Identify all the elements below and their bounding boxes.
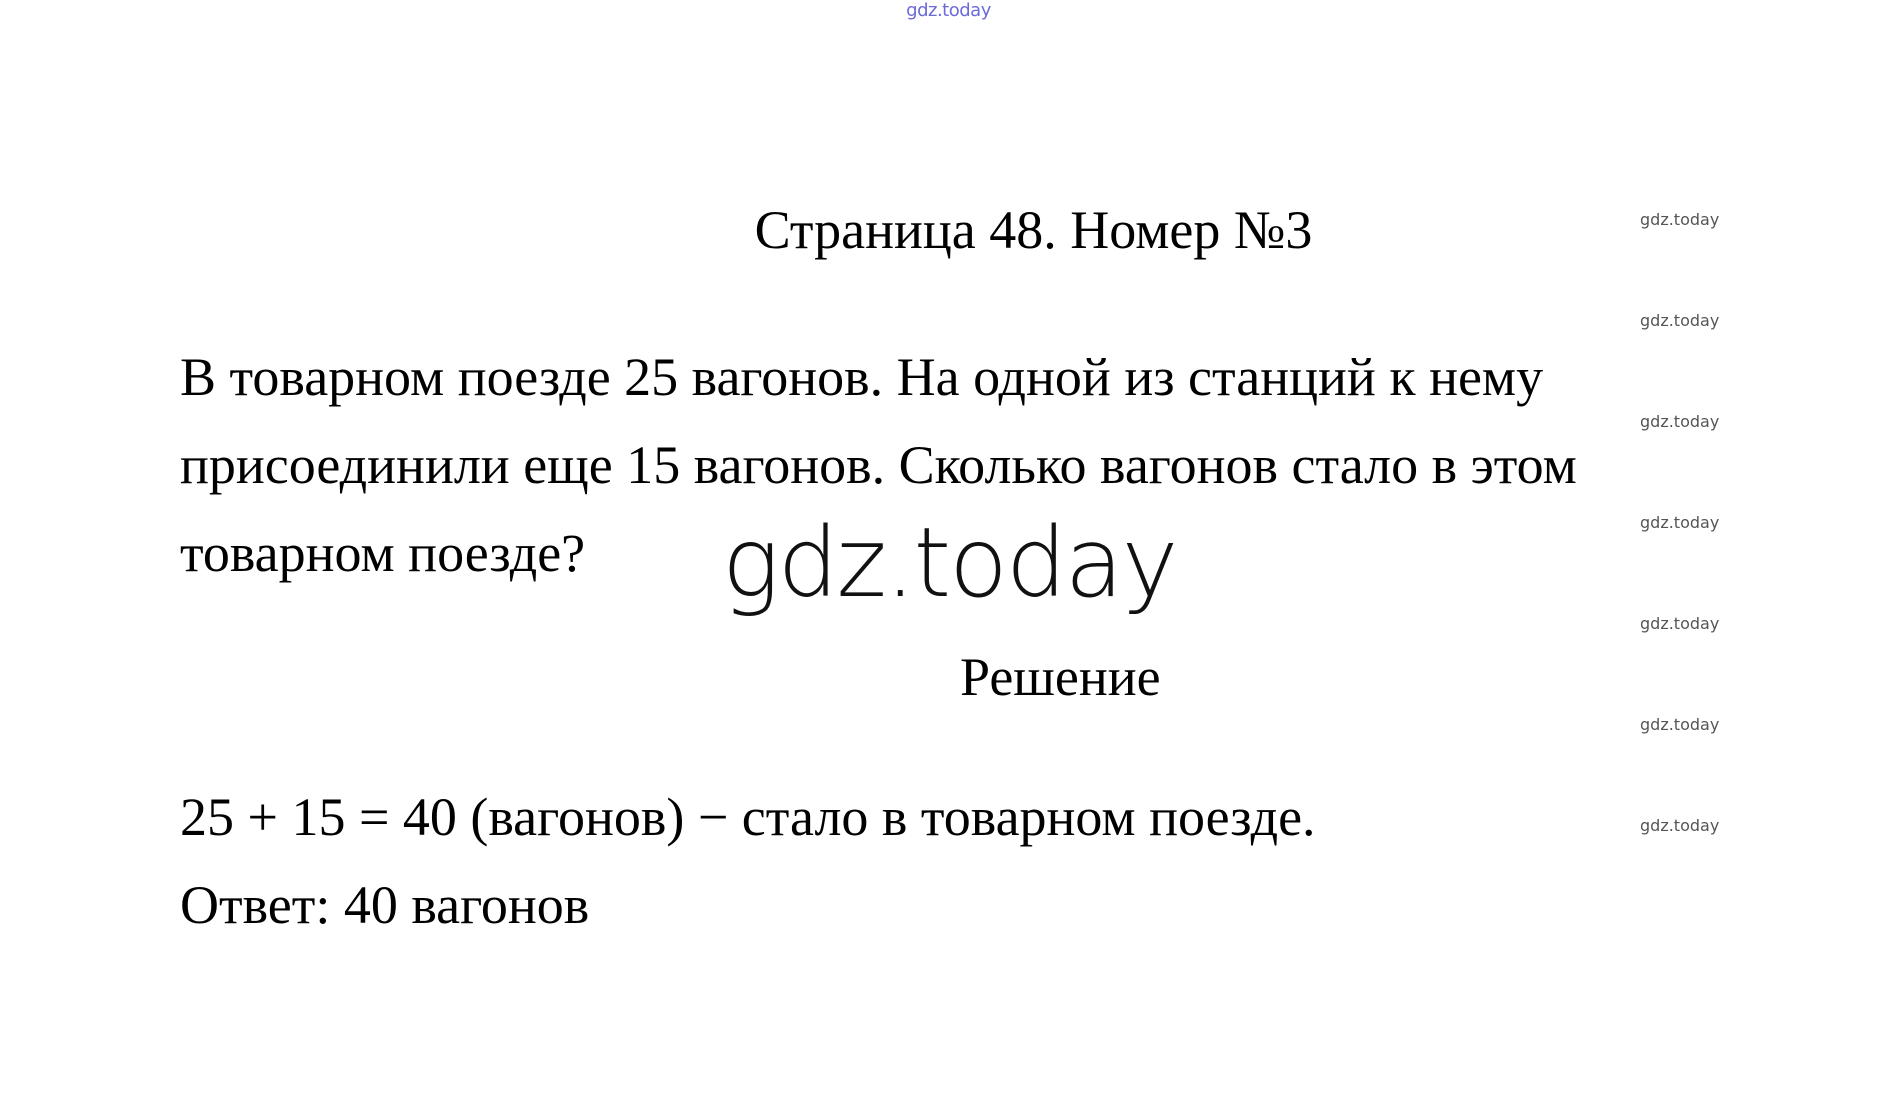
solution-text: 25 + 15 = 40 (вагонов) − стало в товарном поезде. bbox=[180, 787, 1316, 847]
side-watermark: gdz.today bbox=[1640, 412, 1720, 431]
answer-text: Ответ: 40 вагонов bbox=[180, 875, 590, 935]
side-watermark: gdz.today bbox=[1640, 210, 1720, 229]
task-line: товарном поезде? bbox=[180, 523, 586, 583]
task-line: присоединили еще 15 вагонов. Сколько вагонов стало в этом bbox=[180, 435, 1577, 495]
side-watermark: gdz.today bbox=[1640, 311, 1720, 330]
solution-heading: Решение bbox=[960, 647, 1161, 707]
top-watermark: gdz.today bbox=[906, 0, 991, 21]
side-watermark: gdz.today bbox=[1640, 614, 1720, 633]
task-line: В товарном поезде 25 вагонов. На одной из станций к нему bbox=[180, 347, 1544, 407]
page-title: Страница 48. Номер №3 bbox=[754, 200, 1313, 260]
big-watermark: gdz.today bbox=[722, 507, 1177, 619]
side-watermark: gdz.today bbox=[1640, 513, 1720, 532]
side-watermark: gdz.today bbox=[1640, 715, 1720, 734]
side-watermark: gdz.today bbox=[1640, 816, 1720, 835]
